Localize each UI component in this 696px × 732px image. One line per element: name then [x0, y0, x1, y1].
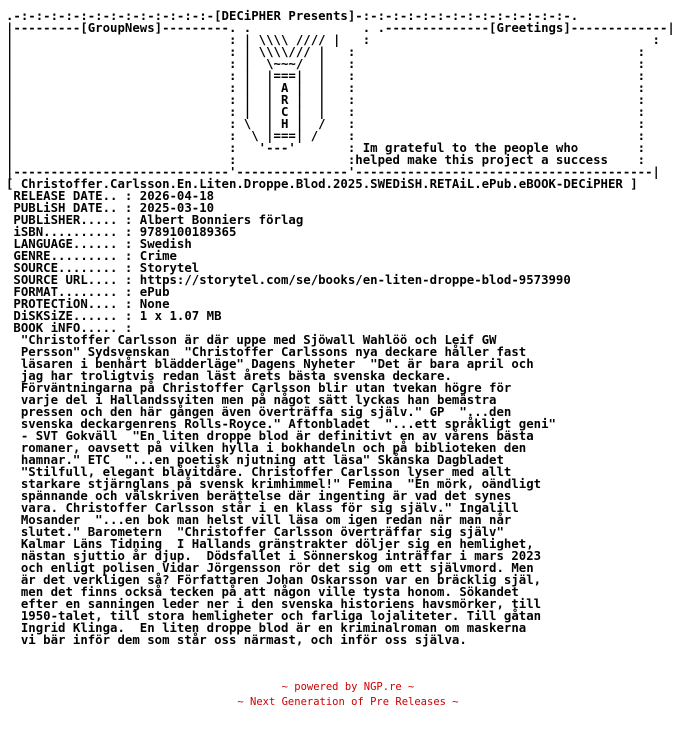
tagline-footer: ~ Next Generation of Pre Releases ~ — [237, 696, 459, 708]
powered-by-footer: ~ powered by NGP.re ~ — [281, 681, 415, 693]
nfo-text: .-:-:-:-:-:-:-:-:-:-:-:-:-:-[DECiPHER Presents]-:-:-:-:-:-:-:-:-:-:-:-:-:-:-. |---------[GroupNews]---------. . . .--------------[Greetings]-------------| | : | \\\\ //// | : : | : | \\\\/// | : : | : | \~~~/ | : : | : | |===| | : : | : | | A | | : : | : | | R | | : : | : | | C | | : : | : \ | H | / : : | : \ |===| / : : | : '---' : Im grateful to the people who : | : :helped make this project a success : |-----------------------------'---------------'----------------------------------------| [ Christoffer.Carlsson.En.Liten.Droppe.Blod.2025.SWEDiSH.RETAiL.ePub.eBOOK-DECiPHER ] RELEASE DATE.. : 2026-04-18 PUBLiSH DATE.. : 2025-03-10 PUBLiSHER..... : Albert Bonniers förlag iSBN.......... : 9789100189365 LANGUAGE...... : Swedish GENRE......... : Crime SOURCE........ : Storytel SOURCE URL.... : https://storytel.com/se/books/en-liten-droppe-blod-9573990 FORMAT........ : ePub PROTECTiON.... : None DiSKSiZE...... : 1 x 1.07 MB BOOK iNFO..... : "Christoffer Carlsson är där uppe med Sjöwall Wahlöö och Leif GW Persson" Sydsvenskan "Christoffer Carlssons nya deckare håller fast läsaren i benhårt blädderläge" Dagens Nyheter "Det är bara april och jag har troligtvis redan läst årets bästa svenska deckare. Förväntningarna på Christoffer Carlsson blir utan tvekan högre för varje del i Hallandssviten men på något sätt lyckas han bemästra pressen och den här gången även överträffa sig själv." GP "...den svenska deckargenrens Rolls-Royce." Aftonbladet "...ett språkligt geni" - SVT Gokväll "En liten droppe blod är definitivt en av vårens bästa romaner, oavsett på vilken hylla i bokhandeln och på biblioteken den hamnar." ETC "...en poetisk njutning att läsa" Skånska Dagbladet "Stilfull, elegant blåvitdåre. Christoffer Carlsson lyser med allt starkare stjärnglans på svensk krimhimmel!" Femina "En mörk, oändligt spännande och välskriven berättelse där ingenting är vad det synes vara. Christoffer Carlsson står i en klass för sig själv." Ingalill Mosander "...en bok man helst vill läsa om igen redan när man når slutet." Barometern "Christoffer Carlsson överträffar sig själv" Kalmar Läns Tidning I Hallands gränstrakter döljer sig en hemlighet, nästan sjuttio år djup. Dödsfallet i Sönnerskog inträffar i mars 2023 och enligt polisen Vidar Jörgensson rör det sig om ett självmord. Men är det verkligen så? Författaren Johan Oskarsson var en bräcklig själ, men det finns också tecken på att någon ville tysta honom. Sökandet efter en sanningen leder ner i den svenska historiens havsmörker, till 1950-talet, till stora hemligheter och farliga lojaliteter. Till gåtan Ingrid Klinga. En liten droppe blod är en kriminalroman om maskerna vi bär inför dem som står oss närmast, och inför oss själva. — [6, 9, 675, 647]
